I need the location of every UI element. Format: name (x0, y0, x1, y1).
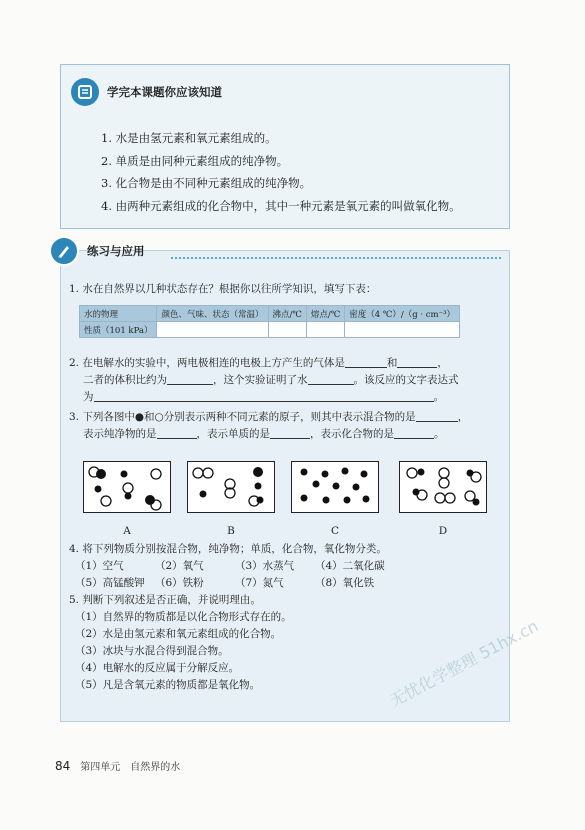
exercise-box (60, 244, 542, 722)
question-2-line-1: 2. 在电解水的实验中，两电极相连的电极上方产生的气体是 和 ， (69, 357, 448, 369)
molecule-panel-d (399, 461, 487, 513)
exercise-title: 练习与应用 (87, 244, 145, 258)
question-3-line-1: 3. 下列各图中●和○分别表示两种不同元素的原子，则其中表示混合物的是 ， (69, 411, 469, 423)
exercise-header (49, 235, 145, 267)
answer-blank[interactable] (157, 427, 197, 439)
molecule-panel-c (291, 461, 379, 513)
question-5-item: （4）电解水的反应属于分解反应。 (75, 662, 240, 674)
book-icon (71, 78, 99, 106)
panel-label-a: A (123, 525, 131, 537)
answer-blank[interactable] (94, 390, 434, 402)
table-cell[interactable] (306, 322, 344, 338)
summary-header (71, 79, 222, 105)
table-col-head: 沸点/℃ (268, 306, 306, 322)
table-row-head: 性质（101 kPa） (80, 322, 157, 338)
summary-item: 1. 水是由氢元素和氧元素组成的。 (101, 131, 277, 145)
answer-blank[interactable] (270, 427, 310, 439)
summary-item: 2. 单质是由同种元素组成的纯净物。 (101, 153, 289, 168)
question-5-item: （2）水是由氢元素和氧元素组成的化合物。 (75, 628, 282, 640)
page-number: 84 (55, 759, 71, 773)
answer-blank[interactable] (167, 373, 213, 385)
answer-blank[interactable] (397, 356, 437, 368)
question-1: 1. 水在自然界以几种状态存在？根据你以往所学知识，填写下表： (69, 283, 377, 295)
page-footer (55, 758, 180, 773)
answer-blank[interactable] (308, 373, 354, 385)
table-col-head: 熔点/℃ (306, 306, 344, 322)
summary-list (101, 127, 461, 217)
question-5-item: （5）凡是含氧元素的物质都是氧化物。 (75, 679, 261, 691)
pencil-icon (49, 236, 79, 266)
unit-title: 第四单元 自然界的水 (80, 762, 181, 773)
question-5-item: （1）自然界的物质都是以化合物形式存在的。 (75, 611, 292, 623)
table-row-head: 水的物理 (80, 306, 157, 322)
question-3-line-2: 表示纯净物的是 ，表示单质的是 ，表示化合物的是 。 (83, 428, 445, 440)
table-cell[interactable] (345, 322, 460, 338)
molecule-panel-a (83, 461, 171, 513)
summary-item: 3. 化合物是由不同种元素组成的纯净物。 (101, 176, 312, 190)
panel-label-c: C (330, 525, 340, 537)
question-2-line-3: 为 。 (83, 391, 444, 403)
question-4-options-row-2: （5）高锰酸钾 （6）铁粉 （7）氮气 （8）氧化铁 (75, 577, 375, 589)
summary-box (60, 64, 510, 229)
question-5-item: （3）冰块与水混合得到混合物。 (75, 645, 229, 657)
panel-label-b: B (227, 525, 235, 537)
summary-title: 学完本课题你应该知道 (107, 85, 222, 99)
answer-blank[interactable] (416, 410, 458, 422)
dotted-divider (171, 257, 501, 259)
water-properties-table (79, 305, 460, 338)
table-col-head: 密度（4 ℃）/（g · cm⁻³） (345, 306, 460, 322)
question-2-line-2: 二者的体积比约为 ，这个实验证明了水 。该反应的文字表达式 (83, 374, 459, 386)
molecule-panel-b (187, 461, 275, 513)
question-4-options-row-1: （1）空气 （2）氧气 （3）水蒸气 （4）二氧化碳 (75, 560, 385, 572)
table-cell[interactable] (157, 322, 268, 338)
table-col-head: 颜色、气味、状态（常温） (157, 306, 268, 322)
table-cell[interactable] (268, 322, 306, 338)
question-5: 5. 判断下列叙述是否正确，并说明理由。 (69, 594, 261, 606)
summary-item: 4. 由两种元素组成的化合物中，其中一种元素是氧元素的叫做氧化物。 (101, 198, 461, 213)
question-4: 4. 将下列物质分别按混合物，纯净物；单质，化合物，氧化物分类。 (69, 543, 387, 555)
answer-blank[interactable] (345, 356, 387, 368)
watermark: 无忧化学整理 51hx.cn (386, 616, 542, 711)
panel-label-d: D (438, 525, 448, 537)
answer-blank[interactable] (394, 427, 434, 439)
